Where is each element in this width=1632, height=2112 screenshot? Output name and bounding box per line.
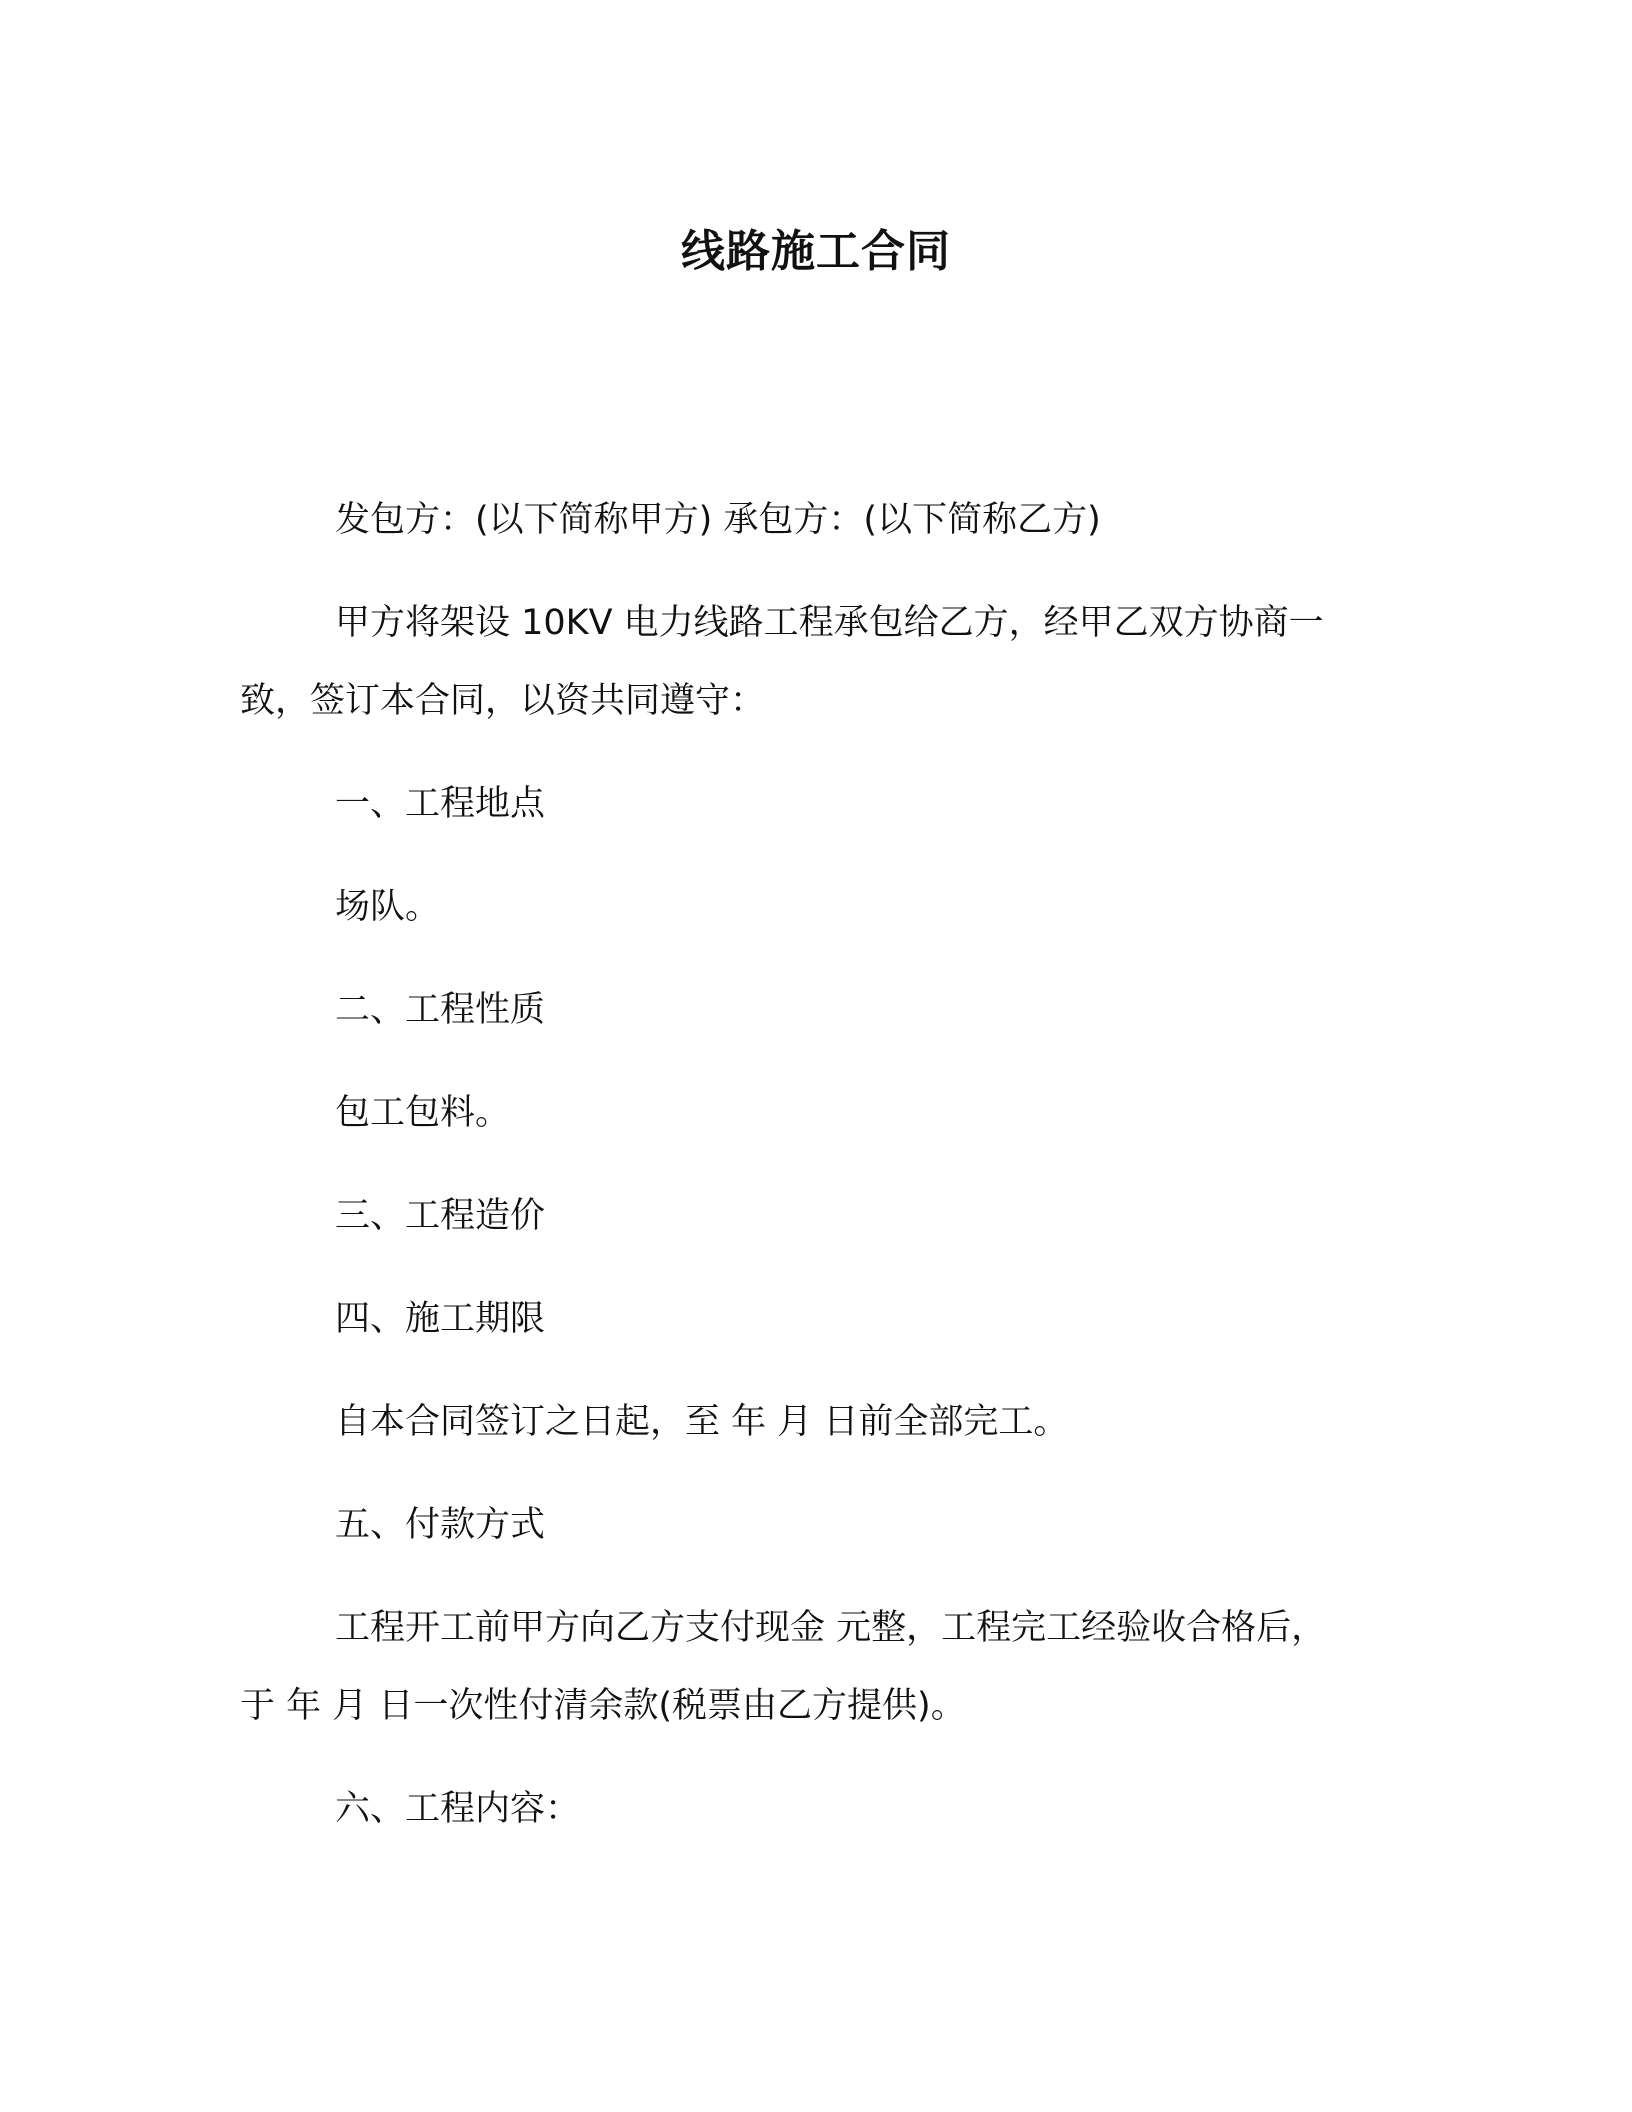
intro-line-1: 甲方将架设 10KV 电力线路工程承包给乙方，经甲乙双方协商一 xyxy=(335,603,1324,643)
section-heading-payment: 五、付款方式 xyxy=(335,1505,546,1545)
section-heading-content: 六、工程内容： xyxy=(335,1789,581,1829)
payment-line-1: 工程开工前甲方向乙方支付现金 元整，工程完工经验收合格后， xyxy=(335,1608,1327,1648)
location-text: 场队。 xyxy=(335,887,441,927)
section-heading-location: 一、工程地点 xyxy=(335,784,546,824)
intro-line-2: 致，签订本合同，以资共同遵守： xyxy=(240,681,766,721)
section-heading-cost: 三、工程造价 xyxy=(335,1196,546,1236)
section-heading-period: 四、施工期限 xyxy=(335,1299,546,1339)
payment-line-2: 于 年 月 日一次性付清余款(税票由乙方提供)。 xyxy=(240,1686,966,1726)
period-text: 自本合同签订之日起，至 年 月 日前全部完工。 xyxy=(335,1402,1069,1442)
section-heading-nature: 二、工程性质 xyxy=(335,990,546,1030)
document-title: 线路施工合同 xyxy=(681,226,951,277)
nature-text: 包工包料。 xyxy=(335,1093,511,1133)
parties-line: 发包方：(以下简称甲方) 承包方：(以下简称乙方) xyxy=(335,500,1101,540)
